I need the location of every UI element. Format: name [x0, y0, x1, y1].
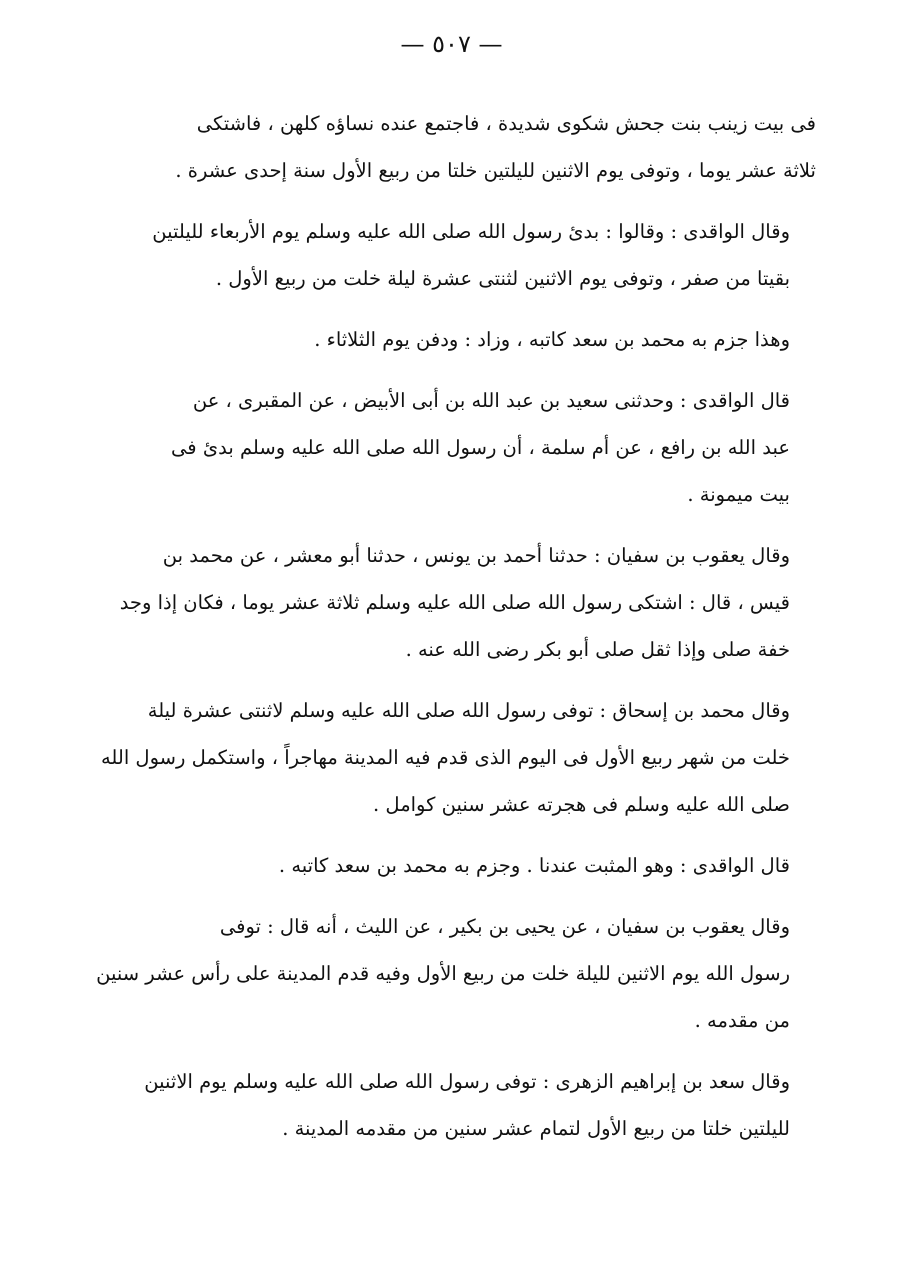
paragraph [96, 100, 816, 194]
paragraph [96, 687, 816, 828]
paragraph [96, 903, 816, 1044]
text-line: وقال الواقدى : وقالوا : بدئ رسول الله صلى الله عليه وسلم يوم الأربعاء لليلتين [152, 220, 790, 243]
paragraph [96, 316, 816, 363]
text-line: بقيتا من صفر ، وتوفى يوم الاثنين لثنتى عشرة ليلة خلت من ربيع الأول . [215, 267, 790, 290]
text-line: لليلتين خلتا من ربيع الأول لتمام عشر سنين من مقدمه المدينة . [282, 1117, 790, 1140]
text-line: خلت من شهر ربيع الأول فى اليوم الذى قدم فيه المدينة مهاجراً ، واستكمل رسول الله [100, 746, 790, 769]
text-line: بيت ميمونة . [687, 483, 790, 506]
page-body [96, 100, 816, 1166]
text-line: وقال محمد بن إسحاق : توفى رسول الله صلى الله عليه وسلم لاثنتى عشرة ليلة [147, 699, 790, 722]
paragraph [96, 208, 816, 302]
text-line: عبد الله بن رافع ، عن أم سلمة ، أن رسول الله صلى الله عليه وسلم بدئ فى [171, 436, 790, 459]
text-line: وهذا جزم به محمد بن سعد كاتبه ، وزاد : ودفن يوم الثلاثاء . [314, 328, 790, 351]
text-line: فى بيت زينب بنت جحش شكوى شديدة ، فاجتمع عنده نساؤه كلهن ، فاشتكى [196, 112, 816, 135]
page-number: — ٥٠٧ — [400, 30, 503, 58]
text-line: من مقدمه . [694, 1009, 790, 1032]
text-line: وقال يعقوب بن سفيان ، عن يحيى بن بكير ، عن الليث ، أنه قال : توفى [219, 915, 790, 938]
paragraph [96, 1058, 816, 1152]
paragraph [96, 377, 816, 518]
text-line: خفة صلى وإذا ثقل صلى أبو بكر رضى الله عنه . [405, 638, 790, 661]
paragraph [96, 532, 816, 673]
text-line: رسول الله يوم الاثنين لليلة خلت من ربيع الأول وفيه قدم المدينة على رأس عشر سنين [96, 962, 790, 985]
text-line: ثلاثة عشر يوما ، وتوفى يوم الاثنين لليلتين خلتا من ربيع الأول سنة إحدى عشرة . [175, 159, 816, 182]
paragraph [96, 842, 816, 889]
text-line: قيس ، قال : اشتكى رسول الله صلى الله عليه وسلم ثلاثة عشر يوما ، فكان إذا وجد [119, 591, 790, 614]
text-line: وقال سعد بن إبراهيم الزهرى : توفى رسول الله صلى الله عليه وسلم يوم الاثنين [144, 1070, 790, 1093]
text-line: قال الواقدى : وحدثنى سعيد بن عبد الله بن أبى الأبيض ، عن المقبرى ، عن [192, 389, 790, 412]
text-line: وقال يعقوب بن سفيان : حدثنا أحمد بن يونس ، حدثنا أبو معشر ، عن محمد بن [162, 544, 790, 567]
text-line: صلى الله عليه وسلم فى هجرته عشر سنين كوامل . [373, 793, 790, 816]
text-line: قال الواقدى : وهو المثبت عندنا . وجزم به محمد بن سعد كاتبه . [278, 854, 790, 877]
